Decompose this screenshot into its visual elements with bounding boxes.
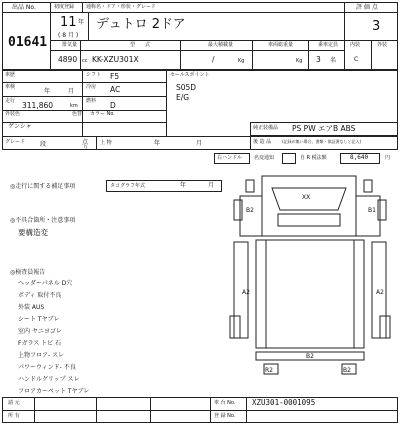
inspector-item-2: ボディ 取付不良 [18,292,62,299]
tax-label: 自 R 税法額 [300,155,327,161]
inspector-item-10: フロアカーペット Tヤブレ [18,388,90,395]
mark-b1-right: B1 [368,207,376,214]
first-reg-label: 初度登録 [54,4,75,10]
displacement-value: 4890 [58,55,78,64]
capacity-unit: 名 [330,57,337,64]
interior-label: 内装 [350,42,361,48]
fuel-value: D [110,101,116,110]
inspector-label: ◎検査員報告 [10,269,46,276]
fuel-label: 燃料 [86,98,97,104]
cc-unit: cc [82,58,88,64]
grade-label: グレード [5,139,26,145]
sales-point-2: E/G [176,93,190,102]
inspector-item-6: Fガラス トビ 石 [18,340,62,347]
capacity-value: 3 [316,55,321,64]
inspector-item-3: 外装 AUS [18,304,45,311]
first-reg-year-unit: 年 [78,19,85,26]
yen-unit: 円 [385,155,391,161]
grade-point: 点 [82,139,89,146]
tacho-month: 月 [208,182,215,189]
inspector-item-8: パワーウィンド- 不良 [18,364,76,371]
kg-unit-1: Kg [238,58,245,64]
inspector-item-1: ヘッダーパネル D穴 [18,280,73,287]
upper-label: 上 物 [100,140,112,146]
equipment-label: 純正装備品 [253,125,279,131]
claim-label: 請 元 [8,400,20,406]
mark-b2-tail: B2 [343,367,351,374]
inspection-label: 車検 [5,84,16,90]
frame-label: 車 台 No. [214,400,236,406]
origin-label: 外装色 [5,111,21,117]
inspector-item-4: シート Tヤブレ [18,316,60,323]
gross-weight-label: 車両総重量 [268,42,294,48]
mark-b2-bed: B2 [306,353,314,360]
grade-dan: 段 [40,141,47,148]
score-label: 評 価 点 [356,4,378,11]
lot-number: 01641 [8,35,48,50]
sales-point-1: S05D [176,83,197,92]
name-change-box [282,153,296,164]
truck-diagram [226,166,394,380]
aftermarket-label: 後 造 品 [253,139,272,145]
mileage-value: 311,860 [22,101,54,110]
tax-amount: 8,640 [350,154,369,161]
name-change-label: 名変通知 [254,155,275,161]
inspector-item-7: 上物フロア- スレ [18,352,65,359]
score-value: 3 [372,19,381,34]
upper-month: 月 [196,140,203,147]
first-reg-month: ( 8 月 ) [58,32,79,39]
frame-number: XZU301-0001095 [252,398,316,407]
kg-unit-2: Kg [296,58,303,64]
history-label: 車歴 [5,72,16,78]
mark-a2-left: A2 [242,289,250,296]
reg-label: 登 録 No. [214,413,236,419]
mileage-label: 走行 [5,98,16,104]
capacity-label: 乗車定員 [318,42,339,48]
car-name: デュトロ 2ドア [96,17,186,32]
inspection-month: 月 [68,88,75,95]
model-label: 型 式 [130,42,151,48]
inspection-year: 年 [44,88,51,95]
shift-label: シフト [86,72,102,78]
mileage-note-label: ◎走行に関する補足事項 [10,183,76,190]
tacho-year: 年 [180,182,187,189]
shift-value: F5 [110,72,120,81]
inspector-item-5: 室内 ヤニヨゴレ [18,328,62,335]
tacho-label: タコグラフ年式 [110,183,146,189]
color-no-label: カラー No. [90,111,115,117]
upper-year: 年 [154,140,161,147]
ac-value: AC [110,85,121,94]
grade-ri: り [83,145,89,151]
color-label: 色替 [72,111,83,117]
mark-a2-right: A2 [376,289,384,296]
displacement-label: 排気量 [62,42,78,48]
equipment-value: PS PW エアB ABS [292,124,356,133]
lot-label: 出品 No. [12,4,36,11]
ac-label: 冷房 [86,84,97,90]
mark-b2-left: B2 [246,207,254,214]
defect-label: ◎不具合箇所・注意事項 [10,217,76,224]
sales-point-label: セールスポイント [170,72,210,78]
km-unit: km [70,103,78,109]
interior-grade: C [354,56,359,63]
max-load-value: / [212,55,215,64]
steering-value: 右ハンドル [217,155,243,161]
aftermarket-note: (記録が無い場合、書類・保証書なしと記入) [282,139,362,144]
car-name-label: 通称名・ドア・形状・グレード [86,4,156,10]
mark-xx: XX [302,194,311,201]
exterior-label: 外装 [377,42,388,48]
defect-text: 要構造変 [18,228,48,237]
first-reg-year: 11 [60,15,77,30]
max-load-label: 最大積載量 [208,42,234,48]
mark-r2-tail: R2 [265,367,273,374]
remark-label: 所 有 [8,413,20,419]
inspector-item-9: ハンドルグリップ スレ [18,376,80,383]
origin-value: ゲンシャ [8,123,32,130]
model-value: KK-XZU301X [92,55,139,64]
